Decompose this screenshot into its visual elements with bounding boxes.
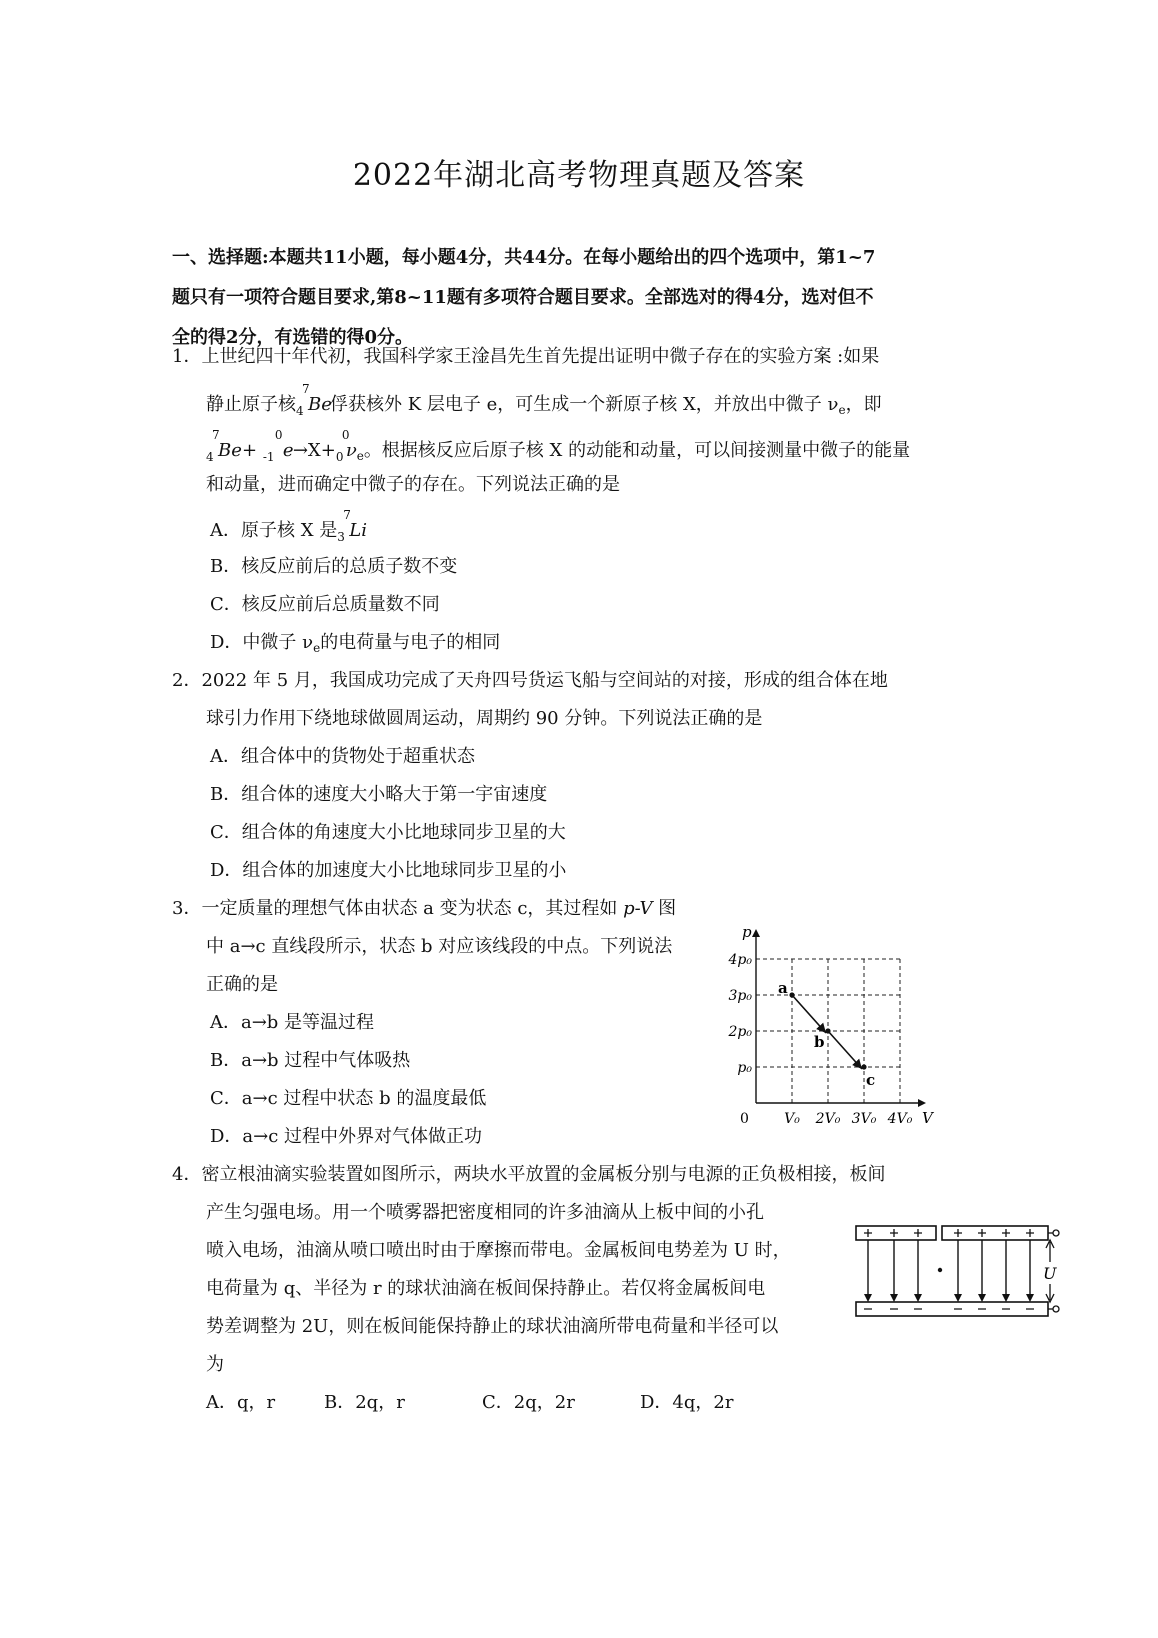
state-point-a [789,992,794,997]
q4-option-c: C．2q，2r [482,1392,575,1413]
option-text: 的电荷量与电子的相同 [320,632,501,653]
element-symbol: Be [308,394,332,415]
y-tick-label: 3p₀ [728,988,752,1004]
q1-text: 。根据核反应后原子核 X 的动能和动量，可以间接测量中微子的能量 [363,440,911,461]
q4-line5: 势差调整为 2U，则在板间能保持静止的球状油滴所带电荷量和半径可以 [206,1316,779,1337]
q3-option-c: C．a→c 过程中状态 b 的温度最低 [210,1088,487,1109]
process-line-b-c [828,1031,862,1069]
y-tick-label: 4p₀ [728,952,752,968]
element-symbol: Li [349,520,367,541]
mass-number: 7 [343,508,351,522]
y-tick-label: p₀ [737,1060,752,1076]
x-tick-label: 3V₀ [851,1111,877,1127]
section-intro-line: 一、选择题:本题共11小题，每小题4分，共44分。在每小题给出的四个选项中，第1~7 [172,247,876,268]
section-intro [172,238,972,358]
nucleus-be [296,382,332,418]
q4-line2: 产生匀强电场。用一个喷雾器把密度相同的许多油滴从上板中间的小孔 [206,1202,764,1223]
option-label: A． [210,520,241,541]
y-axis-arrow [752,929,760,937]
y-tick-label: 2p₀ [728,1024,752,1040]
q2-line2: 球引力作用下绕地球做圆周运动，周期约 90 分钟。下列说法正确的是 [206,708,763,729]
oil-drop [938,1268,942,1272]
element-symbol: ν [345,440,357,461]
q3-text: 3．一定质量的理想气体由状态 a 变为状态 c，其过程如 [172,898,624,919]
x-axis-label: V [922,1109,933,1127]
x-tick-label: 2V₀ [815,1111,841,1127]
q1-option-d [210,628,500,655]
element-symbol: e [282,440,294,461]
y-axis-label: p [742,923,752,941]
process-line-a-b [792,995,826,1033]
origin-label: 0 [740,1111,749,1127]
q3-option-a: A．a→b 是等温过程 [210,1012,375,1033]
q4-option-b: B．2q，r [324,1392,405,1413]
q3-text: 图 [652,898,677,919]
q1-line1: 1．上世纪四十年代初，我国科学家王淦昌先生首先提出证明中微子存在的实验方案 :如果 [172,346,880,367]
eq-electron [262,428,294,464]
q2-option-b: B．组合体的速度大小略大于第一宇宙速度 [210,784,548,805]
q1-option-c: C．核反应前后总质量数不同 [210,594,440,615]
voltage-label: U [1043,1264,1057,1283]
q2-option-d: D．组合体的加速度大小比地球同步卫星的小 [210,860,567,881]
q4-option-d: D．4q，2r [640,1392,734,1413]
option-text: D．中微子 ν [210,632,314,653]
q4-option-a: A．q，r [206,1392,276,1413]
math-pv: p-V [623,898,653,919]
charge-number: 4 [296,404,304,418]
q3-line2: 中 a→c 直线段所示，状态 b 对应该线段的中点。下列说法 [206,936,673,957]
section-intro-line: 题只有一项符合题目要求,第8~11题有多项符合题目要求。全部选对的得4分，选对但不 [172,287,874,308]
eq-nucleus-be [206,428,242,464]
mass-number: 0 [341,428,350,442]
subscript: e [356,449,364,463]
q1-option-b: B．核反应前后的总质子数不变 [210,556,458,577]
x-tick-label: V₀ [784,1111,800,1127]
q3-option-d: D．a→c 过程中外界对气体做正功 [210,1126,483,1147]
q4-line4: 电荷量为 q、半径为 r 的球状油滴在板间保持静止。若仅将金属板间电 [206,1278,766,1299]
q4-line3: 喷入电场，油滴从喷口喷出时由于摩擦而带电。金属板间电势差为 U 时， [206,1240,791,1261]
q1-option-a [210,508,367,544]
reaction-arrow: →X+ [292,440,336,461]
option-text: 原子核 X 是 [241,520,338,541]
plus-signs [864,1229,1034,1237]
q1-text: ，即 [845,394,882,415]
x-tick-label: 4V₀ [887,1111,913,1127]
state-point-b [825,1028,830,1033]
page-title: 2022年湖北高考物理真题及答案 [352,158,806,193]
q1-text: 俘获核外 K 层电子 e，可生成一个新原子核 X，并放出中微子 ν [330,394,839,415]
q1-text: 静止原子核 [206,394,296,415]
plus-sign: + [242,440,258,461]
subscript: e [838,403,846,417]
q4-line1: 4．密立根油滴实验装置如图所示，两块水平放置的金属板分别与电源的正负极相接，板间 [172,1164,886,1185]
pv-diagram [720,905,960,1135]
state-label-a: a [778,979,788,997]
q2-option-c: C．组合体的角速度大小比地球同步卫星的大 [210,822,566,843]
q2-option-a: A．组合体中的货物处于超重状态 [210,746,475,767]
element-symbol: Be [218,440,242,461]
state-point-c [861,1064,866,1069]
q4-line6: 为 [206,1354,224,1375]
q3-line1 [172,894,676,920]
mass-number: 0 [274,428,283,442]
q4-options [206,1388,733,1414]
millikan-apparatus-diagram [850,1222,1065,1322]
chart-axes [740,923,935,1127]
mass-number: 7 [212,428,220,442]
charge-number: -1 [262,450,275,464]
q1-line2 [206,382,882,418]
charge-number: 3 [337,530,345,544]
x-axis-arrow [918,1099,926,1107]
state-label-b: b [814,1033,825,1051]
mass-number: 7 [302,382,310,396]
nucleus-li [337,508,367,544]
q3-line3: 正确的是 [206,974,278,995]
charge-number: 4 [206,450,214,464]
lower-plate [856,1302,1048,1316]
section-intro-line: 全的得2分，有选错的得0分。 [172,327,414,348]
q1-line3 [206,428,911,464]
field-lines [868,1240,1030,1298]
subscript: e [313,641,321,655]
state-label-c: c [866,1071,876,1089]
q1-line4: 和动量，进而确定中微子的存在。下列说法正确的是 [206,474,620,495]
eq-neutrino [335,428,364,464]
q2-line1: 2．2022 年 5 月，我国成功完成了天舟四号货运飞船与空间站的对接，形成的组合体在地 [172,670,888,691]
q3-option-b: B．a→b 过程中气体吸热 [210,1050,411,1071]
field-arrowheads [864,1294,1034,1302]
charge-number: 0 [335,450,344,464]
